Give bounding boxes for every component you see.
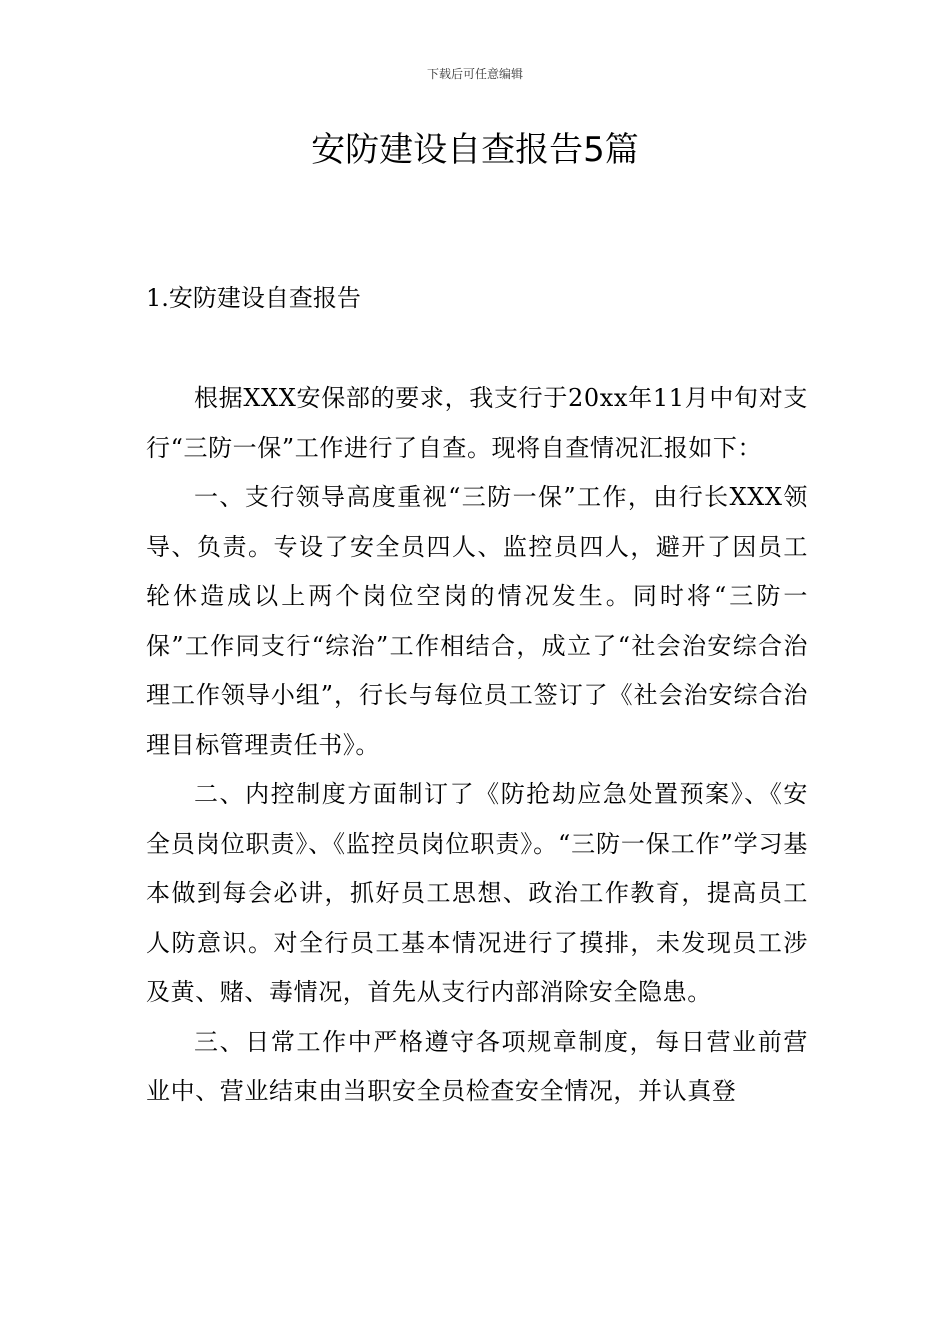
paragraph-2: 一、支行领导高度重视“三防一保”工作，由行长XXX领导、负责。专设了安全员四人、监控员四人，避开了因员工轮休造成以上两个岗位空岗的情况发生。同时将“三防一保”工作同支行“综治”工作相结合，成立了“社会治安综合治理工作领导小组”，行长与每位员工签订了《社会治安综合治理目标管理责任书》。 [146,483,808,759]
paragraph-4: 三、日常工作中严格遵守各项规章制度，每日营业前营业中、营业结束由当职安全员检查安全情况，并认真登 [146,1027,808,1105]
section-heading: 1.安防建设自查报告 [146,284,361,312]
document-title: 安防建设自查报告5篇 [311,130,639,170]
document-body [146,374,808,1117]
paragraph-1: 根据XXX安保部的要求，我支行于20xx年11月中旬对支行“三防一保”工作进行了自查。现将自查情况汇报如下： [146,384,808,462]
paragraph-3: 二、内控制度方面制订了《防抢劫应急处置预案》、《安全员岗位职责》、《监控员岗位职责》。“三防一保工作”学习基本做到每会必讲，抓好员工思想、政治工作教育，提高员工人防意识。对全行员工基本情况进行了摸排，未发现员工涉及黄、赌、毒情况，首先从支行内部消除安全隐患。 [146,780,808,1006]
header-note: 下载后可任意编辑 [426,67,523,81]
